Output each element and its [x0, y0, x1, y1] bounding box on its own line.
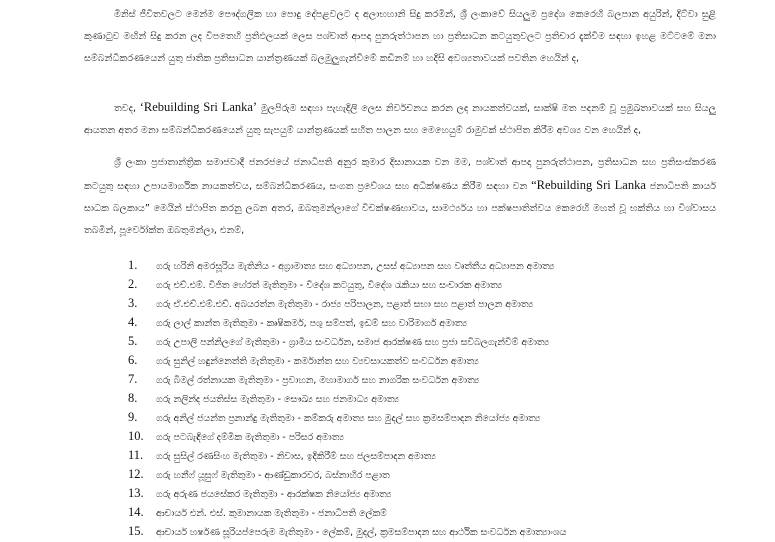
member-list-item: [128, 351, 748, 370]
member-list-item: [128, 522, 748, 541]
member-list-item: [128, 408, 748, 427]
member-name-and-title: ගරු සුසිල් රණසිංහ මැතිතුමා - නිවාස, ඉදිකිරීම් සහ ජලසම්පාදන අමාත්‍ය: [156, 451, 436, 462]
paragraph-2-before: තවද,: [114, 103, 140, 114]
member-number: 1.: [128, 258, 138, 272]
member-name-and-title: ගරු අරුණ ජයසේකර මැතිතුමා - ආරක්ෂක නියෝජ්‍ය අමාත්‍ය: [156, 489, 392, 500]
member-name-and-title: ගරු පටබැඳිගේ දම්මික මැතිතුමා - පරිසර අමාත්‍ය: [156, 432, 345, 443]
paragraph-3-after: ජනාධිපති කාර්ය සාධක බලකාය” මෙයින් ස්ථාපිත කරනු ලබන අතර, ඔබතුමන්ලාගේ විචක්ෂණභාවය, සාමර්ථ්‍යය හා පක්ෂපාතිත්වය කෙරෙහි මහත් වූ භක්තිය හා විශ්වාසය තබමින්, පූර්වෝක්ත ඔබතුමන්ලා, එනම්,: [84, 181, 717, 236]
member-name-and-title: ගරු එච්.එම්. විජිත හේරත් මැතිතුමා - විදේශ කටයුතු, විදේශ රැකියා සහ සංචාරක අමාත්‍ය: [156, 280, 503, 291]
initiative-name: ‘Rebuilding Sri Lanka’: [139, 100, 258, 114]
member-list-item: [128, 503, 748, 522]
paragraph-2-after: මුලපිරුම සඳහා පැහැදිලි ලෙස නිර්වචනය කරන ලද නායකත්වයක්, සාක්ෂි මත පදනම් වූ ප්‍රමුඛතාවයක් සහ සියලු ආයතන අතර මනා සම්බන්ධීකරණයෙන් යුතු සැපයුම් යාන්ත්‍රණයක් සහිත පාලන සහ මෙහෙයුම් රාමුවක් ස්ථාපිත කිරීම අවශ්‍ය වන හෙයින් ද,: [84, 103, 717, 136]
member-number: 7.: [128, 372, 138, 386]
member-name-and-title: ගරු අනිල් ජයන්ත ප්‍රනාන්දු මැතිතුමා - කම්කරු අමාත්‍ය සහ මුදල් සහ ක්‍රමසම්පාදන නියෝජ්‍ය අමාත්‍ය: [156, 413, 541, 424]
member-list-item: [128, 389, 748, 408]
member-number: 10.: [128, 429, 144, 443]
member-name-and-title: ආචාර්ය හර්ෂණ සූරියප්පෙරුම මැතිතුමා - ලේකම්, මුදල්, ක්‍රමසම්පාදන සහ ආර්ථික සංවර්ධන අමාත්‍යාංශය: [156, 527, 567, 538]
paragraph-3-before: ශ්‍රී ලංකා ප්‍රජාතාන්ත්‍රික සමාජවාදී ජනරජයේ ජනාධිපති අනුර කුමාර දිසානායක වන මම, පශ්චාත් ආපදා පුනරුත්ථාපන, ප්‍රතිසාධන සහ ප්‍රතිසංස්කරණ කටයුතු සඳහා උපායමාර්ගික නායකත්වය, සම්බන්ධීකරණය, සංගත ප්‍රවේශය සහ අධීක්ෂණය කිරීම සඳහා වන: [84, 157, 716, 192]
member-number: 11.: [128, 448, 144, 462]
member-name-and-title: ගරු උපාලි පන්නිලගේ මැතිතුමා - ග්‍රාමීය සංවර්ධන, සමාජ ආරක්ෂණ සහ ප්‍රජා සවිබලගැන්වීම් අමාත්‍ය: [156, 337, 550, 348]
member-name-and-title: ගරු නලින්ද ජයතිස්ස මැතිතුමා - සෞඛ්‍ය සහ ජනමාධ්‍ය අමාත්‍ය: [156, 394, 400, 405]
member-name-and-title: ගරු සුනිල් හඳුන්නෙත්ති මැතිතුමා - කර්මාන්ත සහ ව්‍යවසායකත්ව සංවර්ධන අමාත්‍ය: [156, 356, 479, 367]
member-list-item: [128, 484, 748, 503]
task-force-member-list: [128, 256, 748, 541]
member-number: 2.: [128, 277, 138, 291]
member-number: 6.: [128, 353, 138, 367]
member-name-and-title: ගරු ඒ.එච්.එම්.එච්. අබයරත්න මැතිතුමා - රාජ්‍ය පරිපාලන, පළාත් සභා සහ පළාත් පාලන අමාත්‍ය: [156, 299, 534, 310]
member-number: 5.: [128, 334, 138, 348]
member-list-item: [128, 313, 748, 332]
paragraph-1-text: මිනිස් ජීවිතවලට මෙන්ම පෞද්ගලික හා පොදු දේපළවලට ද අලාභහානි සිදු කරමින්, ශ්‍රී ලංකාවේ සියලුම ප්‍රදේශ කෙරෙහි බලපාන අයුරින්, දිට්වා සුළි කුණාටුව මඟින් සිදු කරන ලද විපතෙහි ප්‍රතිඵලයක් ලෙස පශ්චාත් ආපදා පුනරුත්ථාපන හා ප්‍රතිසාධන කටයුතුවලට ප්‍රතිචාර දැක්වීම සඳහා ඉහළ මට්ටමේ මනා සම්බන්ධීකරණයෙන් යුතු ජාතික ප්‍රතිසාධන යාන්ත්‍රණයක් බලමුලුගැන්වීමේ කඩිනම් හා හදිසි අවශ්‍යතාවයක් පවතින හෙයින් ද,: [84, 9, 716, 64]
task-force-name: “Rebuilding Sri Lanka: [531, 178, 646, 192]
member-list-item: [128, 294, 748, 313]
member-name-and-title: ගරු හරිනි අමරසූරිය මැතිනිය - අග්‍රාමාත්‍ය සහ අධ්‍යාපන, උසස් අධ්‍යාපන සහ වෘත්තීය අධ්‍යාපන අමාත්‍ය: [156, 261, 555, 272]
member-list-item: [128, 427, 748, 446]
member-list-item: [128, 465, 748, 484]
member-number: 3.: [128, 296, 138, 310]
paragraph-disaster-context: [84, 4, 716, 70]
member-list-item: [128, 256, 748, 275]
member-number: 14.: [128, 505, 144, 519]
member-name-and-title: ගරු ලාල් කාන්ත මැතිතුමා - කෘෂිකර්ම, පශු සම්පත්, ඉඩම් සහ වාරිමාර්ග අමාත්‍ය: [156, 318, 468, 329]
member-number: 4.: [128, 315, 138, 329]
member-list-item: [128, 332, 748, 351]
member-name-and-title: ගරු බිමල් රත්නායක මැතිතුමා - ප්‍රවාහන, මහාමාර්ග සහ නාගරික සංවර්ධන අමාත්‍ය: [156, 375, 480, 386]
member-number: 15.: [128, 524, 144, 538]
member-number: 13.: [128, 486, 144, 500]
member-number: 9.: [128, 410, 138, 424]
member-name-and-title: ගරු හනීෆ් යූසුෆ් මැතිතුමා - ආණ්ඩුකාරවර, බස්නාහිර පළාත: [156, 470, 390, 481]
member-list-item: [128, 275, 748, 294]
member-list-item: [128, 446, 748, 465]
member-number: 8.: [128, 391, 138, 405]
member-number: 12.: [128, 467, 144, 481]
paragraph-task-force-establishment: [84, 152, 716, 242]
paragraph-governance-framework: [84, 96, 716, 142]
member-list-item: [128, 370, 748, 389]
member-name-and-title: ආචාර්ය එන්. එස්. කුමානායක මැතිතුමා - ජනාධිපති ලේකම්: [156, 508, 387, 519]
